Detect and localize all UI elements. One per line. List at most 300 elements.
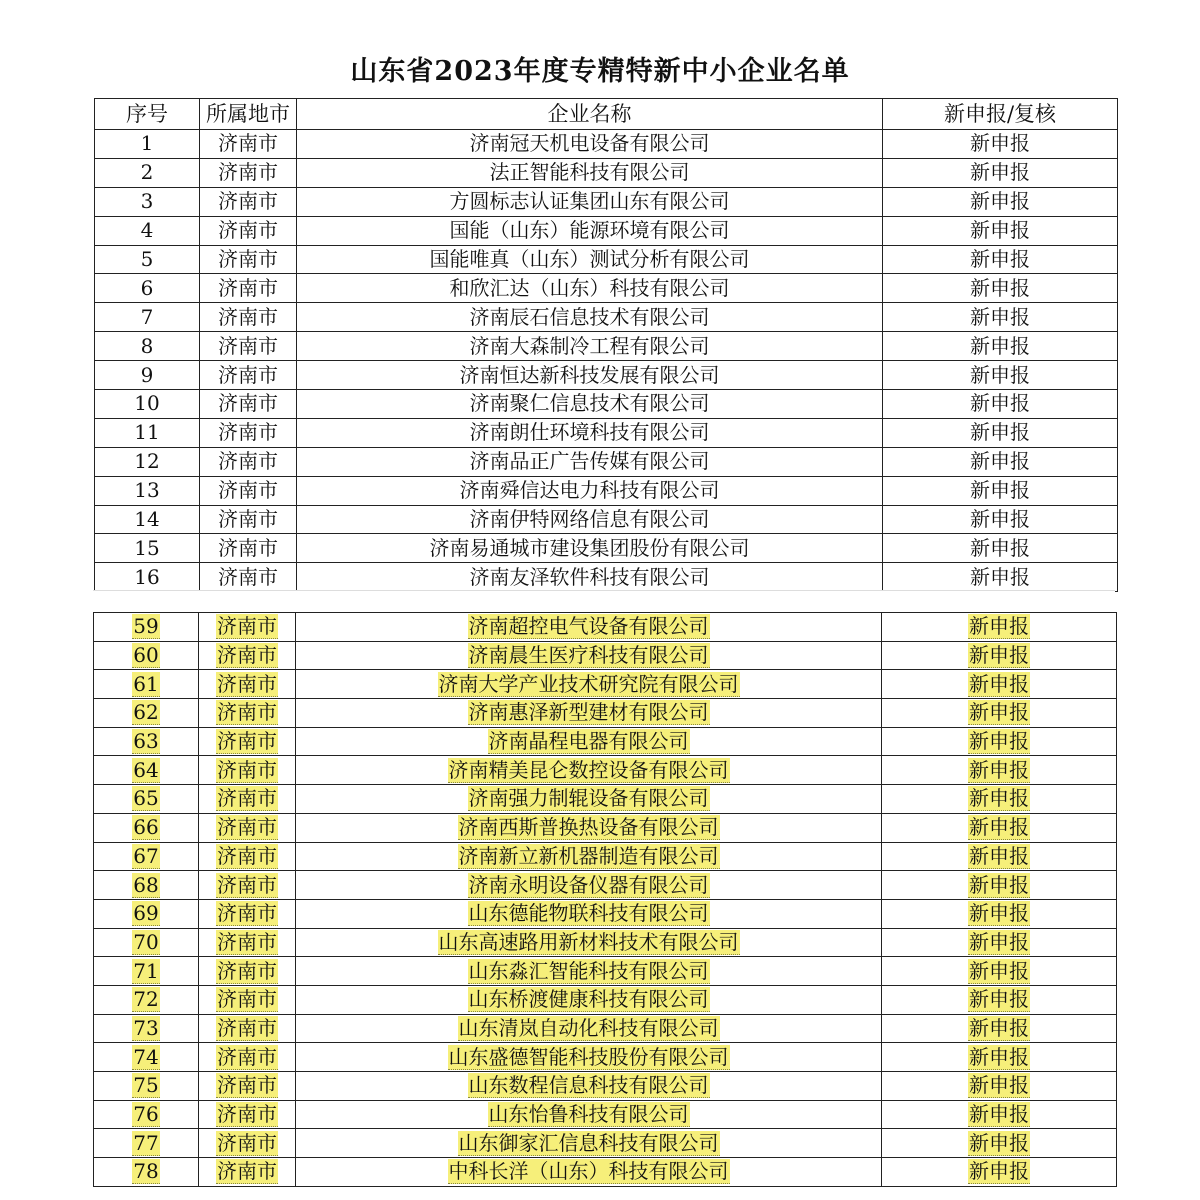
row-company-name: 山东淼汇智能科技有限公司	[468, 958, 709, 983]
row-company-name-cell	[297, 447, 883, 476]
row-company-name-cell	[297, 418, 883, 447]
row-number: 77	[133, 1130, 159, 1155]
row-application-type-cell	[883, 418, 1118, 447]
row-company-name-cell	[297, 274, 883, 303]
row-city-cell	[200, 390, 297, 419]
row-application-type-cell	[882, 899, 1117, 928]
row-company-name-cell	[296, 613, 882, 642]
row-city: 济南市	[217, 786, 277, 811]
table-row	[95, 534, 1118, 563]
row-number-cell	[95, 158, 200, 187]
row-city-cell	[199, 670, 296, 699]
row-application-type: 新申报	[969, 1073, 1029, 1098]
row-application-type-cell	[882, 842, 1117, 871]
table-row	[94, 727, 1117, 756]
row-number-cell	[94, 871, 199, 900]
row-application-type-cell	[883, 245, 1118, 274]
row-application-type-cell	[883, 187, 1118, 216]
row-company-name: 济南冠天机电设备有限公司	[469, 131, 710, 156]
row-company-name: 济南西斯普换热设备有限公司	[458, 815, 719, 840]
row-application-type: 新申报	[970, 247, 1030, 271]
row-number-cell	[94, 1100, 199, 1129]
header-city: 所属地市	[200, 99, 297, 130]
row-city-cell	[199, 699, 296, 728]
row-number-cell	[95, 303, 200, 332]
row-city: 济南市	[217, 1044, 277, 1069]
row-company-name: 山东盛德智能科技股份有限公司	[448, 1044, 729, 1069]
row-company-name: 济南舜信达电力科技有限公司	[459, 478, 720, 503]
row-number: 12	[134, 449, 160, 474]
row-city: 济南市	[217, 987, 277, 1012]
row-number: 62	[133, 700, 159, 725]
row-number-cell	[94, 957, 199, 986]
row-number-cell	[95, 534, 200, 563]
table-row	[94, 842, 1117, 871]
row-application-type: 新申报	[969, 643, 1029, 668]
row-application-type-cell	[882, 871, 1117, 900]
row-number-cell	[94, 1072, 199, 1101]
row-application-type: 新申报	[969, 1015, 1029, 1040]
row-number-cell	[94, 842, 199, 871]
row-number: 60	[133, 643, 159, 668]
row-number-cell	[94, 756, 199, 785]
row-city: 济南市	[218, 449, 278, 474]
header-no: 序号	[95, 99, 200, 130]
row-city: 济南市	[218, 218, 278, 243]
table-row	[94, 756, 1117, 785]
row-number-cell	[94, 1158, 199, 1187]
row-city-cell	[199, 727, 296, 756]
row-company-name: 济南伊特网络信息有限公司	[469, 507, 710, 532]
row-number: 9	[140, 362, 154, 387]
row-city: 济南市	[218, 189, 278, 214]
row-company-name-cell	[296, 785, 882, 814]
row-number: 6	[140, 275, 154, 300]
row-company-name: 山东数程信息科技有限公司	[468, 1073, 709, 1098]
row-number: 4	[140, 218, 154, 243]
row-company-name: 和欣汇达（山东）科技有限公司	[449, 275, 730, 300]
row-number: 7	[140, 304, 154, 329]
row-company-name-cell	[296, 871, 882, 900]
row-application-type-cell	[883, 274, 1118, 303]
row-number: 68	[133, 872, 159, 897]
row-number-cell	[95, 447, 200, 476]
row-number-cell	[94, 1014, 199, 1043]
row-number-cell	[94, 785, 199, 814]
row-application-type-cell	[883, 534, 1118, 563]
row-company-name: 济南新立新机器制造有限公司	[458, 843, 719, 868]
row-application-type-cell	[882, 813, 1117, 842]
row-company-name-cell	[296, 727, 882, 756]
row-application-type: 新申报	[969, 958, 1029, 983]
row-company-name-cell	[296, 1072, 882, 1101]
row-application-type-cell	[883, 216, 1118, 245]
row-city-cell	[199, 1043, 296, 1072]
table-row	[94, 670, 1117, 699]
row-company-name: 法正智能科技有限公司	[489, 160, 690, 185]
row-application-type: 新申报	[970, 449, 1030, 474]
row-application-type-cell	[883, 505, 1118, 534]
row-city-cell	[200, 303, 297, 332]
row-application-type: 新申报	[969, 1102, 1029, 1127]
company-table-highlighted	[93, 612, 1117, 1187]
row-application-type: 新申报	[969, 929, 1029, 954]
row-city-cell	[199, 928, 296, 957]
row-application-type: 新申报	[969, 1130, 1029, 1155]
table-row	[94, 928, 1117, 957]
row-company-name: 济南恒达新科技发展有限公司	[459, 362, 720, 387]
table-row	[94, 1158, 1117, 1187]
table-row	[95, 216, 1118, 245]
row-city: 济南市	[218, 304, 278, 329]
row-city-cell	[200, 505, 297, 534]
row-number-cell	[94, 813, 199, 842]
table-row	[95, 390, 1118, 419]
row-application-type: 新申报	[970, 535, 1030, 560]
row-number-cell	[94, 1043, 199, 1072]
row-company-name: 中科长洋（山东）科技有限公司	[448, 1159, 729, 1184]
row-number: 2	[140, 160, 154, 185]
row-application-type-cell	[882, 1014, 1117, 1043]
row-application-type-cell	[882, 613, 1117, 642]
table-row	[94, 871, 1117, 900]
table-row	[95, 187, 1118, 216]
row-company-name-cell	[297, 187, 883, 216]
row-application-type: 新申报	[970, 564, 1030, 589]
row-city: 济南市	[218, 333, 278, 358]
table-row	[95, 274, 1118, 303]
row-application-type: 新申报	[969, 729, 1029, 754]
row-application-type: 新申报	[970, 189, 1030, 214]
row-number: 65	[133, 786, 159, 811]
row-city: 济南市	[217, 1015, 277, 1040]
table-row	[95, 447, 1118, 476]
row-number-cell	[94, 670, 199, 699]
table-row	[95, 476, 1118, 505]
row-application-type: 新申报	[969, 614, 1029, 639]
row-company-name-cell	[297, 563, 883, 592]
row-number: 14	[134, 507, 160, 532]
row-application-type-cell	[882, 1158, 1117, 1187]
row-number: 1	[140, 131, 154, 156]
row-company-name-cell	[297, 130, 883, 159]
row-application-type: 新申报	[969, 671, 1029, 696]
row-number: 70	[133, 929, 159, 954]
row-application-type: 新申报	[969, 843, 1029, 868]
row-company-name: 济南品正广告传媒有限公司	[469, 449, 710, 474]
table-row	[94, 985, 1117, 1014]
row-application-type-cell	[882, 641, 1117, 670]
row-application-type-cell	[882, 785, 1117, 814]
row-company-name: 山东御家汇信息科技有限公司	[458, 1130, 719, 1155]
row-number: 64	[133, 757, 159, 782]
row-application-type-cell	[883, 563, 1118, 592]
row-city-cell	[200, 534, 297, 563]
row-city-cell	[199, 1100, 296, 1129]
row-company-name-cell	[296, 670, 882, 699]
row-company-name: 济南聚仁信息技术有限公司	[469, 391, 710, 416]
table-row	[94, 899, 1117, 928]
row-company-name-cell	[297, 390, 883, 419]
row-application-type-cell	[883, 303, 1118, 332]
row-city: 济南市	[218, 391, 278, 416]
table-row	[95, 245, 1118, 274]
row-number: 73	[133, 1015, 159, 1040]
row-number-cell	[94, 613, 199, 642]
row-application-type: 新申报	[970, 218, 1030, 243]
row-city: 济南市	[218, 247, 278, 271]
row-number-cell	[95, 418, 200, 447]
row-city-cell	[200, 332, 297, 361]
row-city: 济南市	[217, 929, 277, 954]
row-city: 济南市	[218, 131, 278, 156]
row-company-name-cell	[296, 1100, 882, 1129]
row-city-cell	[199, 1158, 296, 1187]
row-company-name: 方圆标志认证集团山东有限公司	[449, 189, 730, 214]
row-city: 济南市	[218, 564, 278, 589]
table-row	[94, 1043, 1117, 1072]
row-city-cell	[199, 813, 296, 842]
row-company-name-cell	[296, 756, 882, 785]
row-city: 济南市	[218, 507, 278, 532]
row-company-name-cell	[297, 332, 883, 361]
row-number-cell	[95, 476, 200, 505]
row-city-cell	[199, 985, 296, 1014]
table-row	[94, 957, 1117, 986]
row-application-type-cell	[882, 756, 1117, 785]
row-application-type-cell	[883, 158, 1118, 187]
row-application-type-cell	[882, 985, 1117, 1014]
row-number-cell	[95, 245, 200, 274]
row-number-cell	[95, 390, 200, 419]
row-company-name: 济南友泽软件科技有限公司	[469, 564, 710, 589]
row-number: 5	[140, 247, 154, 271]
row-company-name-cell	[296, 957, 882, 986]
row-number-cell	[95, 130, 200, 159]
row-number: 3	[140, 189, 154, 214]
row-number-cell	[94, 1129, 199, 1158]
row-city-cell	[200, 216, 297, 245]
table-row	[95, 418, 1118, 447]
row-company-name: 济南晶程电器有限公司	[488, 729, 689, 754]
row-city: 济南市	[217, 643, 277, 668]
row-company-name: 山东怡鲁科技有限公司	[488, 1102, 689, 1127]
table-body-bottom	[94, 613, 1117, 1187]
row-application-type: 新申报	[970, 333, 1030, 358]
row-company-name: 山东高速路用新材料技术有限公司	[438, 929, 739, 954]
row-city: 济南市	[217, 671, 277, 696]
row-city-cell	[200, 158, 297, 187]
row-application-type: 新申报	[970, 131, 1030, 156]
row-number-cell	[94, 899, 199, 928]
row-application-type: 新申报	[969, 1044, 1029, 1069]
row-city: 济南市	[217, 1102, 277, 1127]
row-company-name-cell	[297, 216, 883, 245]
row-company-name-cell	[297, 505, 883, 534]
row-application-type-cell	[883, 130, 1118, 159]
table-row	[94, 785, 1117, 814]
row-city: 济南市	[218, 420, 278, 445]
row-number: 69	[133, 901, 159, 926]
row-number: 74	[133, 1044, 159, 1069]
row-application-type-cell	[882, 727, 1117, 756]
row-number: 76	[133, 1102, 159, 1127]
row-application-type: 新申报	[970, 420, 1030, 445]
row-company-name-cell	[296, 928, 882, 957]
row-city-cell	[199, 613, 296, 642]
row-number-cell	[94, 699, 199, 728]
row-company-name-cell	[297, 158, 883, 187]
row-city-cell	[200, 245, 297, 274]
row-number: 15	[134, 535, 160, 560]
row-application-type-cell	[882, 957, 1117, 986]
row-city-cell	[200, 563, 297, 592]
row-city-cell	[200, 476, 297, 505]
row-number-cell	[94, 928, 199, 957]
row-company-name: 济南强力制辊设备有限公司	[468, 786, 709, 811]
row-company-name-cell	[296, 985, 882, 1014]
row-city: 济南市	[217, 872, 277, 897]
row-company-name: 济南晨生医疗科技有限公司	[468, 643, 709, 668]
table-row	[95, 361, 1118, 390]
row-city: 济南市	[217, 757, 277, 782]
row-city: 济南市	[217, 815, 277, 840]
row-number: 72	[133, 987, 159, 1012]
row-application-type: 新申报	[969, 1159, 1029, 1184]
table-row	[95, 563, 1118, 592]
row-company-name-cell	[297, 534, 883, 563]
row-number: 13	[134, 478, 160, 503]
row-city: 济南市	[217, 729, 277, 754]
row-number-cell	[95, 216, 200, 245]
row-company-name-cell	[296, 1043, 882, 1072]
row-application-type: 新申报	[969, 700, 1029, 725]
table-row	[94, 1014, 1117, 1043]
row-city: 济南市	[217, 700, 277, 725]
row-city: 济南市	[218, 160, 278, 185]
row-application-type: 新申报	[970, 507, 1030, 532]
row-city-cell	[199, 899, 296, 928]
row-number-cell	[94, 985, 199, 1014]
row-city: 济南市	[217, 614, 277, 639]
row-number: 78	[133, 1159, 159, 1184]
row-city: 济南市	[218, 478, 278, 503]
row-number: 67	[133, 843, 159, 868]
row-city-cell	[199, 842, 296, 871]
row-application-type-cell	[882, 928, 1117, 957]
header-application-type: 新申报/复核	[883, 99, 1118, 130]
row-company-name-cell	[296, 899, 882, 928]
table-row	[95, 505, 1118, 534]
row-application-type: 新申报	[969, 872, 1029, 897]
row-number: 10	[134, 391, 160, 416]
row-company-name-cell	[297, 476, 883, 505]
row-company-name-cell	[296, 1158, 882, 1187]
row-city-cell	[200, 187, 297, 216]
table-row	[94, 1100, 1117, 1129]
row-application-type: 新申报	[970, 391, 1030, 416]
row-number-cell	[95, 563, 200, 592]
row-company-name-cell	[296, 699, 882, 728]
row-number: 16	[134, 564, 160, 589]
row-city: 济南市	[217, 958, 277, 983]
row-application-type-cell	[882, 1072, 1117, 1101]
row-city-cell	[200, 274, 297, 303]
row-application-type-cell	[883, 332, 1118, 361]
table-row	[94, 813, 1117, 842]
row-city: 济南市	[217, 901, 277, 926]
row-number: 59	[133, 614, 159, 639]
row-application-type-cell	[883, 447, 1118, 476]
row-application-type: 新申报	[969, 815, 1029, 840]
row-application-type-cell	[882, 670, 1117, 699]
row-company-name: 济南大森制冷工程有限公司	[469, 333, 710, 358]
table-row	[94, 641, 1117, 670]
row-city-cell	[199, 1014, 296, 1043]
row-company-name: 济南朗仕环境科技有限公司	[469, 420, 710, 445]
row-city-cell	[200, 418, 297, 447]
row-city: 济南市	[218, 275, 278, 300]
table-row	[95, 130, 1118, 159]
row-application-type: 新申报	[969, 901, 1029, 926]
row-city: 济南市	[217, 1073, 277, 1098]
row-number: 75	[133, 1073, 159, 1098]
table-row	[94, 1129, 1117, 1158]
table-body-top	[95, 130, 1118, 592]
row-city-cell	[199, 785, 296, 814]
row-company-name-cell	[296, 813, 882, 842]
company-table-top	[94, 98, 1118, 592]
row-number: 63	[133, 729, 159, 754]
row-city: 济南市	[217, 1159, 277, 1184]
row-city-cell	[200, 447, 297, 476]
row-city-cell	[199, 871, 296, 900]
row-number-cell	[95, 187, 200, 216]
row-application-type: 新申报	[970, 304, 1030, 329]
header-company-name: 企业名称	[297, 99, 883, 130]
row-company-name-cell	[297, 361, 883, 390]
row-application-type-cell	[882, 1100, 1117, 1129]
row-application-type: 新申报	[969, 987, 1029, 1012]
row-company-name: 国能唯真（山东）测试分析有限公司	[429, 247, 750, 271]
row-application-type: 新申报	[969, 786, 1029, 811]
table-row	[95, 303, 1118, 332]
row-number: 11	[134, 420, 160, 445]
row-city-cell	[199, 641, 296, 670]
row-city-cell	[199, 957, 296, 986]
row-company-name-cell	[296, 842, 882, 871]
row-company-name: 山东清岚自动化科技有限公司	[458, 1015, 719, 1040]
row-number-cell	[95, 361, 200, 390]
row-application-type: 新申报	[970, 275, 1030, 300]
row-company-name: 济南永明设备仪器有限公司	[468, 872, 709, 897]
row-number: 66	[133, 815, 159, 840]
row-company-name: 济南辰石信息技术有限公司	[469, 304, 710, 329]
row-city-cell	[200, 361, 297, 390]
row-application-type: 新申报	[970, 160, 1030, 185]
row-company-name: 济南易通城市建设集团股份有限公司	[429, 535, 750, 560]
row-city: 济南市	[217, 843, 277, 868]
row-company-name: 济南精美昆仑数控设备有限公司	[448, 757, 729, 782]
row-company-name-cell	[297, 245, 883, 274]
row-number-cell	[95, 332, 200, 361]
row-number-cell	[95, 505, 200, 534]
row-city: 济南市	[218, 362, 278, 387]
row-application-type-cell	[883, 361, 1118, 390]
row-company-name: 山东德能物联科技有限公司	[468, 901, 709, 926]
row-number-cell	[94, 727, 199, 756]
page-gap	[93, 590, 1115, 613]
